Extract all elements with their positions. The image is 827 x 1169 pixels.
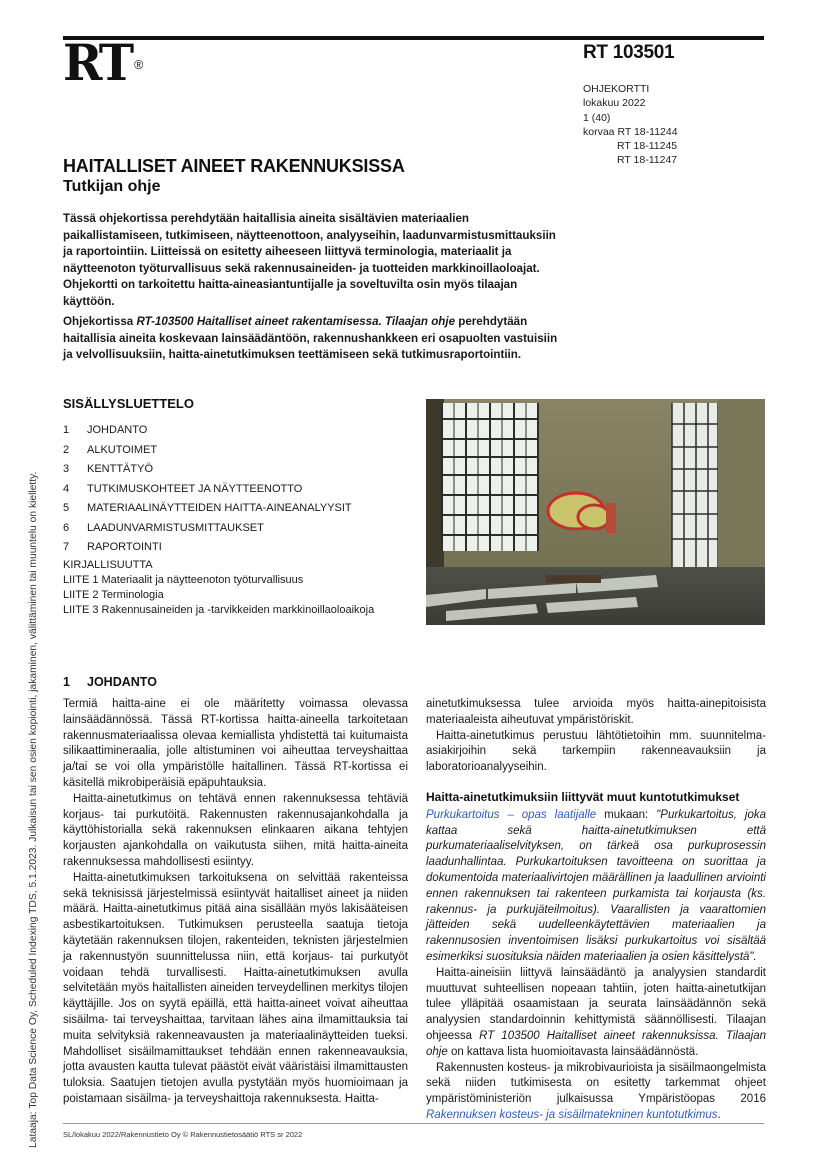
guide-link[interactable]: Purkukartoitus – opas laatijalle xyxy=(426,808,597,821)
text-span: perehdytään haitallisia aineita koskevaan lainsäädäntöön, rakennushankkeen eri osapuolten vastuisiin ja velvollisuuksiin, haitta-ainetutkimuksen teettämiseen sekä tutkimusraportointiin. xyxy=(63,315,558,361)
body-paragraph: Haitta-ainetutkimus perustuu lähtötietoihin mm. suunnitelma-asiakirjoihin sekä tarkempiin rakenneavauksiin ja laboratorioanalyyseihin. xyxy=(426,729,766,774)
toc-label: LAADUNVARMISTUSMITTAUKSET xyxy=(87,521,264,534)
body-paragraph: ainetutkimuksessa tulee arvioida myös haitta-ainepitoisista materiaaleista aiheutuvat ympäristöriskit. xyxy=(426,698,766,726)
toc-item[interactable] xyxy=(63,421,418,441)
body-paragraph xyxy=(426,808,766,966)
section-heading xyxy=(63,675,157,689)
toc-label: TUTKIMUSKOHTEET JA NÄYTTEENOTTO xyxy=(87,482,303,495)
section-number: 1 xyxy=(63,675,70,689)
toc-number: 1 xyxy=(63,424,70,436)
page-title: HAITALLISET AINEET RAKENNUKSISSA xyxy=(63,156,405,176)
registered-mark: ® xyxy=(134,57,144,72)
body-paragraph xyxy=(426,1061,766,1124)
text-span: Ohjekortissa xyxy=(63,315,137,328)
body-column-left xyxy=(63,697,408,1108)
replaces-label: korvaa xyxy=(583,125,615,138)
toc-number: 3 xyxy=(63,463,70,475)
header-rule xyxy=(63,36,764,40)
toc-appendix-item[interactable]: LIITE 2 Terminologia xyxy=(63,589,164,602)
toc-item[interactable] xyxy=(63,460,418,480)
toc-number: 7 xyxy=(63,541,70,553)
footer-text: SL/lokakuu 2022/Rakennustieto Oy © Rakennustietosäätiö RTS sr 2022 xyxy=(63,1130,303,1139)
page-subtitle: Tutkijan ohje xyxy=(63,178,161,195)
body-paragraph xyxy=(426,966,766,1061)
toc-label: RAPORTOINTI xyxy=(87,541,162,553)
toc-number: 6 xyxy=(63,521,70,534)
rt-logo xyxy=(63,33,144,92)
lead-paragraph: Tässä ohjekortissa perehdytään haitallisia aineita sisältävien materiaalien paikallistamiseen, tutkimiseen, näytteenottoon, analyyseihin, laadunvarmistusmittauksiin ja raportointiin. Liitteissä on esitetty aiheeseen liittyvä terminologia, materiaalit ja näytteenoton työturvallisuus sekä rakennusaineiden- ja tuotteiden markkinoillaoloajat. Ohjekortti on tarkoitettu haitta-aineasiantuntijalle ja soveltuvilta osin myös tilaajan käyttöön. xyxy=(63,212,556,308)
doc-date: lokakuu 2022 xyxy=(583,97,646,110)
toc-item[interactable] xyxy=(63,519,418,539)
industrial-hall-image xyxy=(426,399,765,625)
toc-appendix-item[interactable]: LIITE 1 Materiaalit ja näytteenoton työturvallisuus xyxy=(63,573,304,586)
body-paragraph: Termiä haitta-aine ei ole määritetty voimassa olevassa lainsäädännössä. Tässä RT-kortissa haitta-aineella tarkoitetaan rakennusmateriaalissa olevaa kemiallista yhdistettä tai kuitumaista silikaattimineraalia, jolle altistuminen voi aiheuttaa terveyshaittaa ja/tai se voi olla ympäristölle haitallinen. Tässä RT-kortissa ei käsitellä mikrobiperäisiä epäpuhtauksia. xyxy=(63,698,408,789)
toc-number: 2 xyxy=(63,443,70,456)
replaces-line xyxy=(583,125,678,139)
replaced-card: RT 18-11247 xyxy=(617,154,678,167)
footer-rule xyxy=(63,1123,764,1124)
publication-link[interactable]: Rakennuksen kosteus- ja sisäilmatekninen kuntotutkimus xyxy=(426,1108,718,1121)
toc-label: KENTTÄTYÖ xyxy=(87,463,154,475)
toc-label: ALKUTOIMET xyxy=(87,443,158,456)
logo-text: RT xyxy=(63,33,132,92)
reference-title: RT-103500 Haitalliset aineet rakentamisessa. Tilaajan ohje xyxy=(136,315,456,328)
lead-text xyxy=(63,211,568,368)
text-span: Haitta-aineisiin liittyvä lainsäädäntö ja analyysien standardit muuttuvat suhteellisen nopeaan tahtiin, joten haitta-ainetutkijan tulee ylläpitää osaamistaan ja seurata lainsäädännön sekä analyysien standardoinnin kehittymistä säännöllisesti. Tilaajan ohjeessa xyxy=(426,966,766,1042)
lead-paragraph xyxy=(63,314,568,364)
section-title: JOHDANTO xyxy=(87,675,157,689)
toc-heading: SISÄLLYSLUETTELO xyxy=(63,396,194,411)
toc-item[interactable] xyxy=(63,499,418,519)
reference-title: RT 103500 Haitalliset aineet rakennuksissa. Tilaajan ohje xyxy=(426,1029,766,1058)
body-paragraph: Haitta-ainetutkimuksen tarkoituksena on selvittää rakenteissa sekä teknisissä järjestelmissä esiintyvät haitalliset aineet ja niiden määrä. Haitta-ainetutkimus pitää aina sisällään myös lakisääteisen asbestikartoituksen. Tutkimuksen perusteella saatuja tietoja käytetään rakennuksen tilojen, rakenteiden, teknisten järjestelmien ja rakennustyön suunnittelussa niin, että korjaus- tai purkutyöt voidaan tehdä turvallisesti. Haitta-ainetutkimuksen avulla selvitetään myös haitallisten aineiden terveydellinen merkitys tilojen käyttäjille. Jos on syytä epäillä, että haitta-aineet voivat aiheuttaa sisäilma- tai terveyshaittaa, tarvitaan lähes aina ilmamittauksia tai muita selvityksiä rakenneavausten ja materiaalinäytteiden tueksi. Mahdolliset sisäilmamittaukset tehdään ennen rakenneavauksia, jotta avausten kautta tulevat päästöt eivät vääristäisi ilmamittausten tuloksia. Saatujen tietojen avulla pystytään myös huomioimaan ja poistamaan sisäilma- ja terveyshaittoja rakennuksesta. Haitta- xyxy=(63,871,408,1105)
table-of-contents xyxy=(63,396,418,619)
page-count: 1 (40) xyxy=(583,111,611,124)
toc-label: MATERIAALINÄYTTEIDEN HAITTA-AINEANALYYSIT xyxy=(87,502,352,514)
toc-number: 5 xyxy=(63,502,70,514)
text-span: Rakennusten kosteus- ja mikrobivaurioista ja sisäilmaongelmista sekä niiden tutkimisesta on esitetty tarkemmat ohjeet ympäristöministeriön julkaisussa Ympäristöopas 2016 xyxy=(426,1061,766,1106)
body-column-right xyxy=(426,697,766,1124)
document-number: RT 103501 xyxy=(583,42,675,63)
toc-item[interactable] xyxy=(63,480,418,500)
subsection-heading: Haitta-ainetutkimuksiin liittyvät muut kuntotutkimukset xyxy=(426,789,740,804)
text-span: on kattava lista huomioitavasta lainsäädännöstä. xyxy=(447,1045,699,1058)
toc-label: JOHDANTO xyxy=(87,424,148,436)
text-span: . xyxy=(717,1108,721,1121)
download-notice: Lataaja: Top Data Science Oy, Scheduled Indexing TDS, 5.1.2023. Julkaisun tai sen osien kopiointi, jakaminen, välittäminen tai muuntelu on kielletty. xyxy=(28,471,39,1148)
toc-appendix-item[interactable]: LIITE 3 Rakennusaineiden ja -tarvikkeiden markkinoillaoloaikoja xyxy=(63,604,375,617)
body-paragraph: Haitta-ainetutkimus on tehtävä ennen rakennuksessa tehtäviä korjaus- tai purkutöitä. Rakennusten rakennusajankohdalla ja käyttöhistorialla sekä rakennuksen elinkaaren aikana tehtyjen korjausten ajankohdalla on vaikutusta siihen, mitä haitta-aineita rakennuksessa mahdollisesti esiintyy. xyxy=(63,792,408,868)
toc-item[interactable] xyxy=(63,538,418,558)
replaced-card: RT 18-11245 xyxy=(617,140,678,153)
doc-type: OHJEKORTTI xyxy=(583,83,650,95)
cover-photo xyxy=(426,399,765,625)
quotation: "Purkukartoitus, joka kattaa sekä haitta-ainetutkimuksen että purkumateriaaliselvityksen, on tärkeä osa purkuprosessin laadunhallintaa. Purkukartoituksen tavoitteena on suorittaa ja dokumentoida materiaalivirtojen määrällinen ja laadullinen arviointi ennen rakennuksen tai rakenteen purkamista tai korjausta (ks. rakennus- ja purkujäteilmoitus). Vaarallisten ja vaarattomien jätteiden sekä uudelleenkäytettävien materiaalien ja rakennusosien inventoimisen lisäksi purkukartoitus voi sisältää esimerkiksi suosituksia näiden materiaalien ja osien käsittelystä". xyxy=(426,808,766,963)
toc-item[interactable] xyxy=(63,441,418,461)
toc-number: 4 xyxy=(63,482,70,495)
document-meta xyxy=(583,82,678,168)
replaced-card: RT 18-11244 xyxy=(617,125,678,138)
toc-appendix-item[interactable]: KIRJALLISUUTTA xyxy=(63,558,153,571)
text-span: mukaan: xyxy=(596,808,657,821)
